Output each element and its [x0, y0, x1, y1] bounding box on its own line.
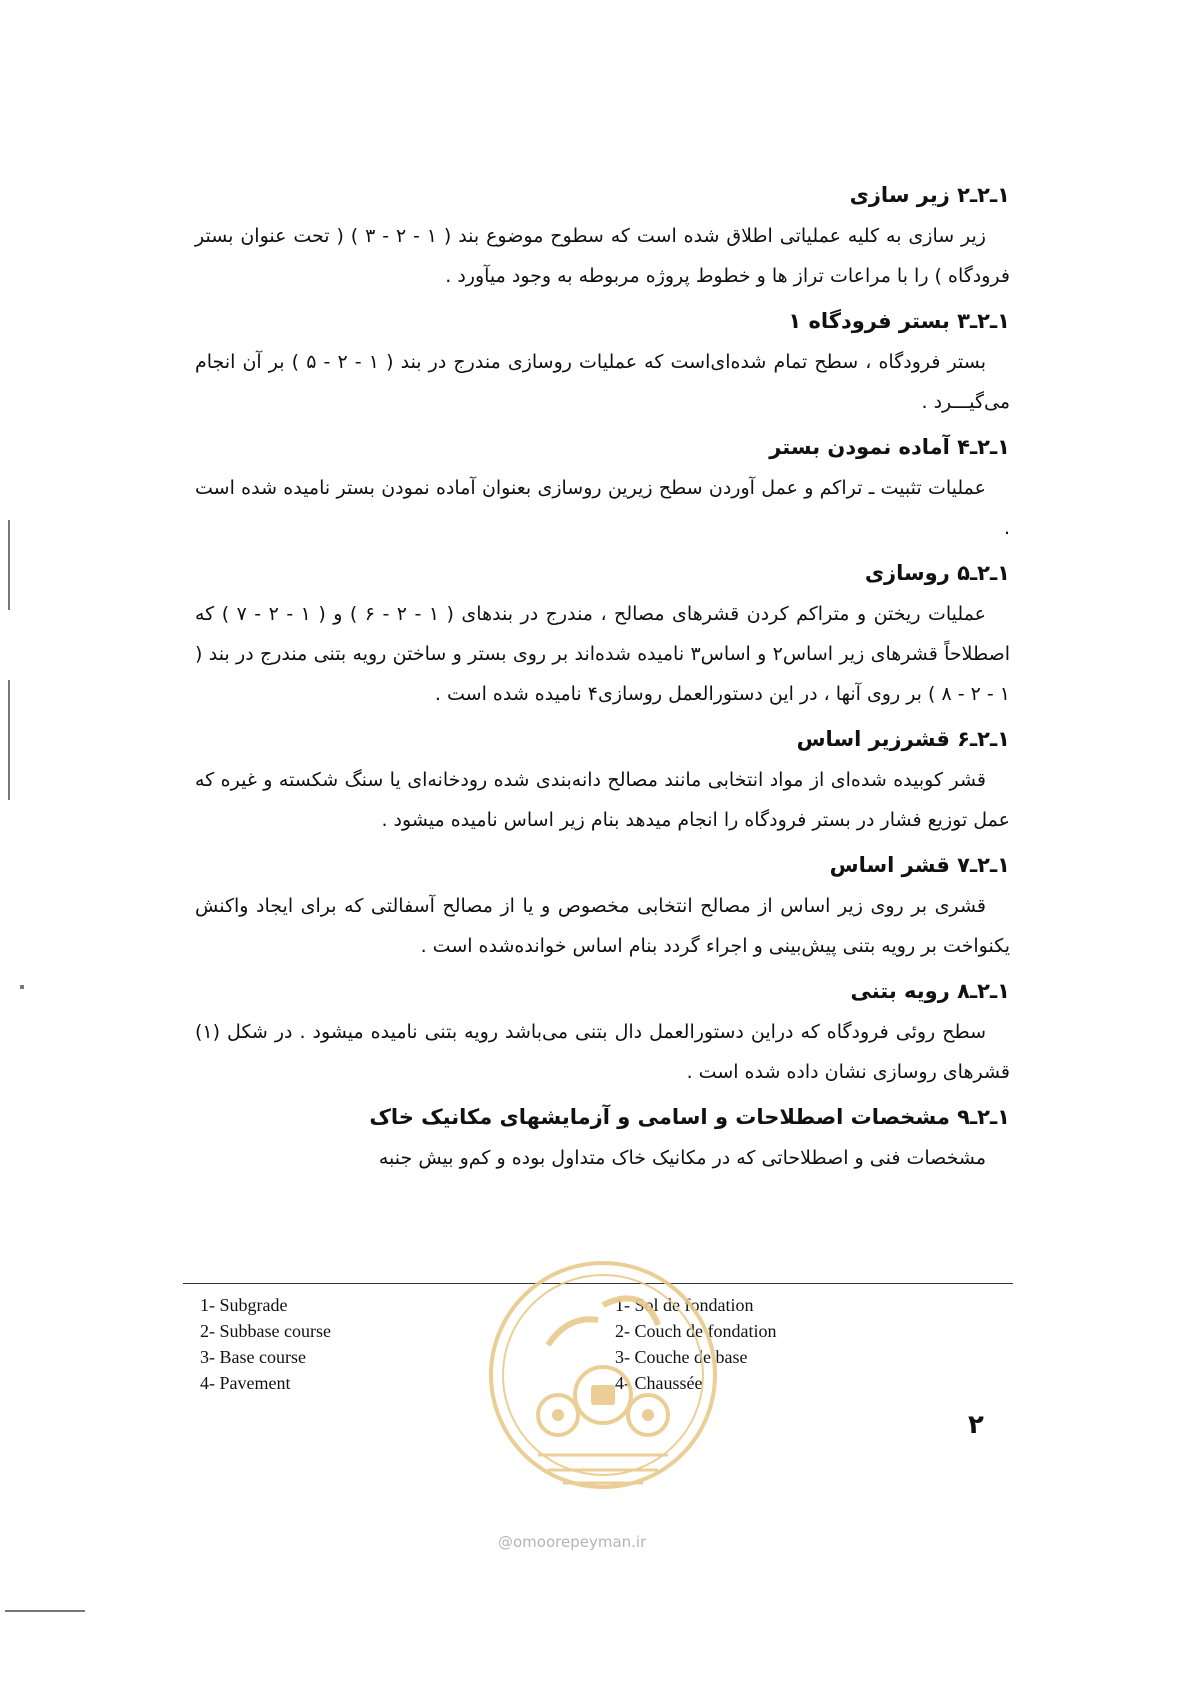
section-paragraph: سطح روئی فرودگاه که دراین دستورالعمل دال بتنی می‌باشد رویه بتنی نامیده میشود . در شکل (۱) قشرهای روسازی نشان داده شده است .	[195, 1021, 1010, 1083]
section-heading: ۱ـ۲ـ۸ رویه بتنی	[850, 979, 1010, 1003]
scan-margin-mark	[8, 520, 10, 610]
section-heading: ۱ـ۲ـ۷ قشر اساس	[829, 853, 1010, 877]
section-heading: ۱ـ۲ـ۶ قشرزیر اساس	[796, 727, 1010, 751]
watermark-url: @omoorepeyman.ir	[498, 1533, 647, 1551]
section-2-2	[195, 180, 1010, 296]
section-2-6	[195, 724, 1010, 840]
section-paragraph: قشر کوبیده شده‌ای از مواد انتخابی مانند مصالح دانه‌بندی شده رودخانه‌ای یا سنگ شکسته و غیره که عمل توزیع فشار در بستر فرودگاه را انجام میدهد بنام زیر اساس نامیده میشود .	[195, 769, 1010, 831]
footnote-item: 3- Couche de base	[615, 1347, 748, 1367]
footnote-item: 4- Pavement	[200, 1373, 291, 1393]
section-2-7	[195, 850, 1010, 966]
scan-margin-mark	[5, 1610, 85, 1612]
footnote-item: 4- Chaussée	[615, 1373, 703, 1393]
section-paragraph: عملیات ریختن و متراکم کردن قشرهای مصالح ، مندرج در بندهای ( ۱ - ۲ - ۶ ) و ( ۱ - ۲ - ۷ ) که اصطلاحاً قشرهای زیر اساس۲ و اساس۳ نامیده شده‌اند بر روی بستر و ساختن رویه بتنی مندرج در بند ( ۱ - ۲ - ۸ ) بر روی آنها ، در این دستورالعمل روسازی۴ نامیده شده است .	[195, 603, 1010, 705]
footnote-item: 1- Subgrade	[200, 1295, 288, 1315]
footnotes-english	[200, 1292, 331, 1396]
scan-margin-mark	[20, 985, 24, 989]
section-2-3	[195, 306, 1010, 422]
footnote-item: 1- Sol de fondation	[615, 1295, 754, 1315]
section-2-4	[195, 432, 1010, 548]
section-paragraph: مشخصات فنی و اصطلاحاتی که در مکانیک خاک متداول بوده و کم‌و بیش جنبه	[378, 1147, 986, 1169]
section-heading: ۱ـ۲ـ۵ روسازی	[864, 561, 1010, 585]
page-number: ۲	[968, 1410, 984, 1440]
footnote-item: 3- Base course	[200, 1347, 306, 1367]
section-heading: ۱ـ۲ـ۲ زیر سازی	[849, 183, 1010, 207]
section-paragraph: قشری بر روی زیر اساس از مصالح انتخابی مخصوص و یا از مصالح آسفالتی که برای ایجاد واکنش یکنواخت بر رویه بتنی پیش‌بینی و اجراء گردد بنام اساس خوانده‌شده است .	[195, 895, 1010, 957]
section-paragraph: عملیات تثبیت ـ تراکم و عمل آوردن سطح زیرین روسازی بعنوان آماده نمودن بستر نامیده شده است .	[195, 477, 1010, 539]
watermark-seal-icon	[478, 1245, 728, 1510]
document-body	[195, 180, 1010, 1188]
section-2-9	[195, 1102, 1010, 1178]
section-heading: ۱ـ۲ـ۹ مشخصات اصطلاحات و اسامی و آزمایشهای مکانیک خاک	[369, 1105, 1010, 1129]
section-2-8	[195, 976, 1010, 1092]
footnote-item: 2- Subbase course	[200, 1321, 331, 1341]
section-2-5	[195, 558, 1010, 714]
section-heading: ۱ـ۲ـ۳ بستر فرودگاه ۱	[788, 309, 1010, 333]
section-paragraph: زیر سازی به کلیه عملیاتی اطلاق شده است که سطوح موضوع بند ( ۱ - ۲ - ۳ ) ( تحت عنوان بستر فرودگاه ) را با مراعات تراز ها و خطوط پروژه مربوطه به وجود میآورد .	[195, 225, 1010, 287]
section-paragraph: بستر فرودگاه ، سطح تمام شده‌ای‌است که عملیات روسازی مندرج در بند ( ۱ - ۲ - ۵ ) بر آن انجام می‌گیـــرد .	[195, 351, 1010, 413]
footnote-item: 2- Couch de fondation	[615, 1321, 777, 1341]
section-heading: ۱ـ۲ـ۴ آماده نمودن بستر	[769, 435, 1010, 459]
scan-margin-mark	[8, 680, 10, 800]
